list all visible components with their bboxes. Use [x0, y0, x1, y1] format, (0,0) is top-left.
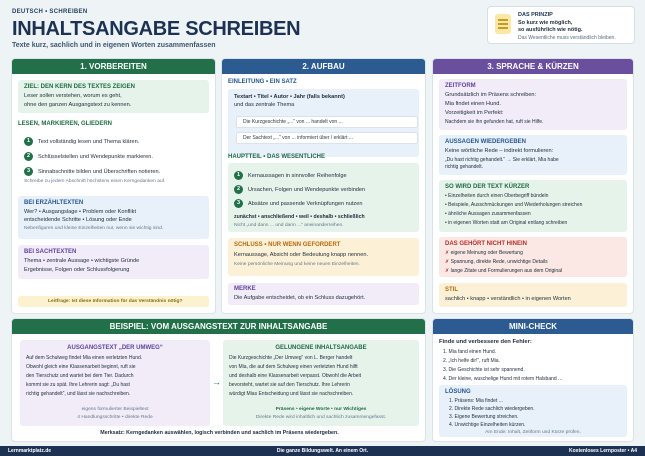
main-box	[228, 163, 419, 232]
step-number: 3	[234, 199, 243, 208]
column-structure	[221, 58, 426, 314]
shorten-title: SO WIRD DER TEXT KÜRZER	[445, 184, 530, 190]
exclude-item: ✗ Spannung, direkte Rede, unwichtige Details	[445, 259, 548, 265]
step-number: 1	[24, 137, 33, 146]
result-title: GELUNGENE INHALTSANGABE	[275, 345, 367, 351]
step-number: 2	[234, 185, 243, 194]
solution-item: 3. Eigene Bewertung streichen.	[449, 414, 519, 420]
step-number: 2	[24, 152, 33, 161]
principle-line: so ausführlich wie nötig.	[518, 27, 583, 33]
footer-brand: Lernmarktplatz.de	[8, 448, 52, 454]
step-number: 1	[234, 171, 243, 180]
step-text: Schlüsselstellen und Wendepunkte markieren.	[38, 154, 153, 160]
eyebrow: DEUTSCH • SCHREIBEN	[12, 9, 88, 15]
example-title: BEISPIEL: VOM AUSGANGSTEXT ZUR INHALTSANGABE	[12, 319, 425, 334]
exclude-item: ✗ eigene Meinung oder Bewertung	[445, 250, 523, 256]
source-line: Obwohl gleich eine Klassenarbeit beginnt, ruft sie	[26, 364, 136, 370]
page-title: INHALTSANGABE SCHREIBEN	[12, 18, 301, 40]
step-text: Text vollständig lesen und Thema klären.	[38, 139, 140, 145]
factual-title: BEI SACHTEXTEN	[24, 249, 77, 255]
step-number: 3	[24, 167, 33, 176]
narrative-note: Nebenfiguren und kleine Einzelheiten nur, wenn sie wichtig sind.	[24, 226, 164, 231]
main-step: Absätze und passende Verknüpfungen nutzen	[248, 201, 363, 207]
result-line: würdigt Mias Entscheidung und lässt sie nachschreiben.	[229, 391, 354, 397]
result-line: und deshalb eine Klassenarbeit verpasst. Obwohl die Arbeit	[229, 373, 362, 379]
exclude-box	[439, 237, 627, 277]
note-title: MERKE	[234, 286, 256, 292]
source-line: den Tierschutz und wartet bei dem Tier. Dadurch	[26, 373, 134, 379]
footer-slogan: Die ganze Bildungswelt. An einem Ort.	[276, 448, 369, 454]
read-note: Schreibe zu jedem Abschnitt höchstens einen Kerngedanken auf.	[24, 179, 166, 184]
tense-line: Vorzeitigkeit im Perfekt:	[445, 110, 504, 116]
principle-note: Das Wesentliche muss verständlich bleiben.	[518, 35, 616, 41]
style-line: sachlich • knapp • verständlich • in eigenen Worten	[445, 296, 571, 302]
factual-line: Thema • zentrale Aussage • wichtigste Gründe	[24, 258, 140, 264]
solution-item: 2. Direkte Rede sachlich wiedergeben.	[449, 406, 535, 412]
end-line: Kernaussage, Absicht oder Bedeutung knapp nennen.	[234, 252, 369, 258]
end-title: SCHLUSS • NUR WENN GEFORDERT	[234, 242, 341, 248]
result-note: Präsens • eigene Worte • nur Wichtiges	[275, 407, 367, 412]
goal-title: ZIEL: DEN KERN DES TEXTES ZEIGEN	[24, 84, 136, 90]
end-box	[228, 238, 419, 276]
speech-line: richtig gehandelt.	[445, 164, 484, 170]
mini-check-title: MINI-CHECK	[433, 319, 633, 334]
tense-line: Nachdem sie ihn gefunden hat, ruft sie Hilfe.	[445, 119, 544, 125]
page-subtitle: Texte kurz, sachlich und in eigenen Worten zusammenfassen	[12, 42, 216, 49]
factual-line: Ergebnisse, Folgen oder Schlussfolgerung	[24, 267, 130, 273]
solution-note: Am Ende: Inhalt, Zeitform und Kürze prüfen.	[485, 430, 581, 435]
check-item: 2. „Ich helfe dir!“, ruft Mia.	[443, 358, 500, 364]
shorten-item: • Einzelheiten durch einen Oberbegriff bündeln	[445, 193, 549, 199]
result-box	[223, 340, 419, 426]
main-step: Ursachen, Folgen und Wendepunkte verbinden	[248, 187, 366, 193]
shorten-box	[439, 180, 627, 232]
goal-box	[18, 80, 209, 113]
principle-line: So kurz wie möglich,	[518, 20, 573, 26]
connectors: zunächst • anschließend • weil • deshalb • schließlich	[234, 214, 365, 220]
narrative-box	[18, 196, 209, 239]
narrative-line: Wer? • Ausgangslage • Problem oder Konflikt	[24, 209, 137, 215]
result-note: Direkte Rede wird inhaltlich und sachlich zusammengefasst.	[255, 415, 387, 420]
source-box	[20, 340, 210, 426]
intro-line: und das zentrale Thema	[234, 102, 295, 108]
exclude-item: ✗ lange Zitate und Formulierungen aus dem Original	[445, 268, 563, 274]
example-section	[11, 318, 426, 442]
source-line: kommt sie zu spät. Ihre Lehrerin sagt: „Du hast	[26, 382, 130, 388]
note-icon	[495, 14, 511, 34]
shorten-item: • in eigenen Worten statt am Original entlang schreiben	[445, 220, 568, 226]
result-line: von Mia, die auf dem Schulweg einen verletzten Hund hilft	[229, 364, 358, 370]
speech-title: AUSSAGEN WIEDERGEBEN	[445, 139, 527, 145]
shorten-item: • Beispiele, Ausschmückungen und Wiederholungen streichen	[445, 202, 583, 208]
solution-item: 1. Präsens: Mia findet ...	[449, 398, 503, 404]
tense-title: ZEITFORM	[445, 83, 476, 89]
read-title: LESEN, MARKIEREN, GLIEDERN	[18, 121, 113, 127]
exclude-title: DAS GEHÖRT NICHT HINEIN	[445, 241, 528, 247]
result-line: Die Kurzgeschichte „Der Umweg“ von L. Berger handelt	[229, 355, 353, 361]
check-item: 4. Der kleine, wuschelige Hund mit rotem Halsband ...	[443, 376, 563, 382]
example-sentence: Der Sachtext „...“ von ... informiert über / erklärt ...	[236, 132, 418, 144]
principle-title: DAS PRINZIP	[518, 12, 553, 18]
example-sentence: Die Kurzgeschichte „...“ von ... handelt von ...	[236, 116, 418, 128]
main-title: HAUPTTEIL • DAS WESENTLICHE	[228, 154, 325, 160]
footer	[0, 446, 645, 456]
principle-card	[487, 6, 635, 44]
narrative-line: entscheidende Schritte • Lösung oder Ende	[24, 217, 132, 223]
narrative-title: BEI ERZÄHLTEXTEN	[24, 200, 84, 206]
speech-line: Keine wörtliche Rede – indirekt formulieren:	[445, 148, 554, 154]
footer-info: Kostenloses Lernposter • A4	[569, 448, 637, 454]
note-line: Die Aufgabe entscheidet, ob ein Schluss dazugehört.	[234, 295, 366, 301]
column-title: 2. AUFBAU	[222, 59, 425, 74]
intro-box	[228, 89, 419, 157]
summary-rule: Merksatz: Kerngedanken auswählen, logisch verbinden und sachlich im Präsens wiedergeben.	[100, 430, 339, 436]
check-item: 1. Mia fand einen Hund.	[443, 349, 497, 355]
goal-line: ohne den ganzen Ausgangstext zu kennen.	[24, 102, 132, 108]
factual-box	[18, 245, 209, 279]
tense-box	[439, 79, 627, 130]
intro-title: EINLEITUNG • EIN SATZ	[228, 79, 297, 85]
column-title: 3. SPRACHE & KÜRZEN	[433, 59, 633, 74]
style-title: STIL	[445, 287, 458, 293]
source-note: 4 Handlungsschritte • direkte Rede	[77, 415, 153, 420]
source-title: AUSGANGSTEXT „DER UMWEG“	[67, 345, 163, 351]
column-language	[432, 58, 634, 314]
main-step: Kernaussagen in sinnvoller Reihenfolge	[248, 173, 347, 179]
solution-item: 4. Unwichtige Einzelheiten kürzen.	[449, 422, 526, 428]
intro-line: Textart • Titel • Autor • Jahr (falls bekannt)	[234, 94, 345, 100]
connectors-note: Nicht „und dann ... und dann ...“ aneinanderreihen.	[234, 223, 344, 228]
goal-line: Leser sollen verstehen, worum es geht,	[24, 93, 122, 99]
check-item: 3. Die Geschichte ist sehr spannend.	[443, 367, 525, 373]
result-line: bevorsteht, wartet sie auf den Tierschutz. Ihre Lehrerin	[229, 382, 350, 388]
header	[0, 0, 645, 58]
step-text: Sinnabschnitte bilden und Überschriften notieren.	[38, 169, 161, 175]
mini-check-section	[432, 318, 634, 442]
check-task: Finde und verbessere den Fehler:	[439, 339, 532, 345]
column-prepare	[11, 58, 216, 314]
solution-title: LÖSUNG	[445, 389, 471, 395]
guide-box	[18, 296, 209, 307]
tense-line: Grundsätzlich im Präsens schreiben:	[445, 92, 537, 98]
source-line: richtig gehandelt“, und lässt sie nachschreiben.	[26, 391, 131, 397]
speech-box	[439, 135, 627, 175]
note-box	[228, 283, 419, 305]
source-line: Auf dem Schulweg findet Mia einen verletzten Hund.	[26, 355, 143, 361]
solution-box	[439, 385, 627, 437]
arrow-right-icon: →	[212, 377, 221, 387]
tense-line: Mia findet einen Hund.	[445, 101, 501, 107]
speech-line: „Du hast richtig gehandelt.“ → Sie erklärt, Mia habe	[445, 157, 559, 163]
column-title: 1. VORBEREITEN	[12, 59, 215, 74]
guide-question: Leitfrage: Ist diese Information für das Verständnis nötig?	[48, 299, 183, 304]
shorten-item: • ähnliche Aussagen zusammenfassen	[445, 211, 531, 217]
end-note: Keine persönliche Meinung und keine neuen Einzelheiten.	[234, 262, 360, 267]
source-note: eigens formulierter Beispieltext	[81, 407, 149, 412]
style-box	[439, 283, 627, 307]
